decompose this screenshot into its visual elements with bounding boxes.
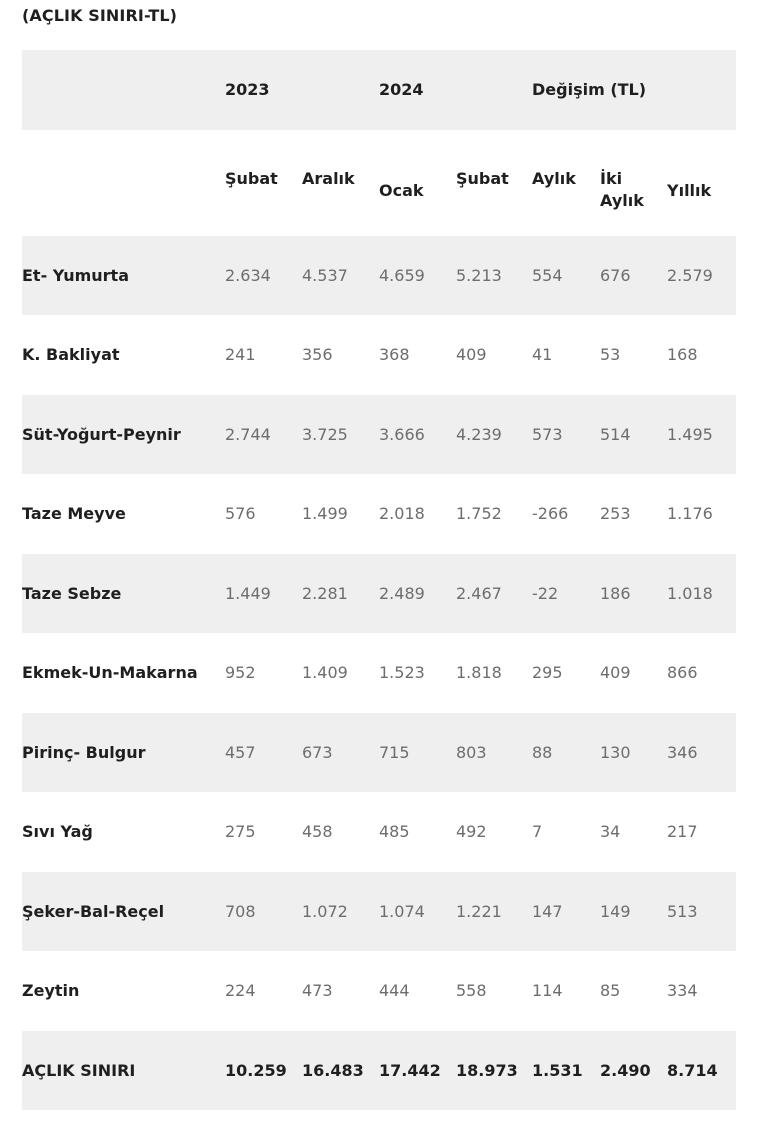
change-header-iki-aylik: İki Aylık bbox=[600, 168, 644, 210]
row-value: 1.449 bbox=[225, 583, 271, 603]
row-value: 1.752 bbox=[456, 504, 502, 524]
total-value: 18.973 bbox=[456, 1060, 518, 1080]
table-row bbox=[22, 713, 736, 793]
row-value: 1.495 bbox=[667, 424, 713, 444]
row-value: 3.725 bbox=[302, 424, 348, 444]
total-label: AÇLIK SINIRI bbox=[22, 1060, 136, 1080]
table-row bbox=[22, 315, 736, 395]
row-label: Ekmek-Un-Makarna bbox=[22, 663, 198, 683]
table-caption: (AÇLIK SINIRI-TL) bbox=[22, 6, 178, 25]
row-value: 573 bbox=[532, 424, 563, 444]
row-value: 1.818 bbox=[456, 663, 502, 683]
row-value: 4.537 bbox=[302, 265, 348, 285]
row-value: 5.213 bbox=[456, 265, 502, 285]
row-value: 676 bbox=[600, 265, 631, 285]
row-label: Pirinç- Bulgur bbox=[22, 742, 146, 762]
row-value: 7 bbox=[532, 822, 543, 842]
row-value: 444 bbox=[379, 981, 410, 1001]
row-value: 253 bbox=[600, 504, 631, 524]
row-label: Taze Meyve bbox=[22, 504, 126, 524]
row-value: 715 bbox=[379, 742, 410, 762]
row-value: 168 bbox=[667, 345, 698, 365]
total-value: 10.259 bbox=[225, 1060, 287, 1080]
row-value: 2.579 bbox=[667, 265, 713, 285]
row-value: 368 bbox=[379, 345, 410, 365]
table-row bbox=[22, 554, 736, 634]
month-header-aralik: Aralık bbox=[302, 168, 355, 188]
month-header-subat-2024: Şubat bbox=[456, 168, 509, 188]
row-label: Şeker-Bal-Reçel bbox=[22, 901, 165, 921]
total-value: 17.442 bbox=[379, 1060, 441, 1080]
table-row bbox=[22, 633, 736, 713]
row-value: 88 bbox=[532, 742, 553, 762]
row-value: 53 bbox=[600, 345, 621, 365]
row-value: 295 bbox=[532, 663, 563, 683]
table-row bbox=[22, 792, 736, 872]
total-row bbox=[22, 1031, 736, 1111]
row-value: 1.523 bbox=[379, 663, 425, 683]
table-row bbox=[22, 474, 736, 554]
total-value: 2.490 bbox=[600, 1060, 651, 1080]
row-value: 485 bbox=[379, 822, 410, 842]
row-label: Taze Sebze bbox=[22, 583, 122, 603]
row-value: 409 bbox=[456, 345, 487, 365]
row-value: 346 bbox=[667, 742, 698, 762]
row-value: 1.499 bbox=[302, 504, 348, 524]
row-value: 513 bbox=[667, 901, 698, 921]
row-value: 41 bbox=[532, 345, 553, 365]
row-value: 4.239 bbox=[456, 424, 502, 444]
hunger-line-table bbox=[22, 50, 736, 1110]
row-value: 2.744 bbox=[225, 424, 271, 444]
row-value: 866 bbox=[667, 663, 698, 683]
row-label: Sıvı Yağ bbox=[22, 822, 93, 842]
row-value: 409 bbox=[600, 663, 631, 683]
row-value: 458 bbox=[302, 822, 333, 842]
table-row bbox=[22, 872, 736, 952]
total-value: 8.714 bbox=[667, 1060, 718, 1080]
row-label: K. Bakliyat bbox=[22, 345, 120, 365]
row-value: 952 bbox=[225, 663, 256, 683]
table-row bbox=[22, 236, 736, 316]
row-label: Zeytin bbox=[22, 981, 80, 1001]
table-row bbox=[22, 395, 736, 475]
row-value: -266 bbox=[532, 504, 569, 524]
change-header: Değişim (TL) bbox=[532, 80, 647, 100]
row-value: 2.281 bbox=[302, 583, 348, 603]
row-value: 3.666 bbox=[379, 424, 425, 444]
total-value: 1.531 bbox=[532, 1060, 583, 1080]
row-value: 275 bbox=[225, 822, 256, 842]
row-value: 576 bbox=[225, 504, 256, 524]
row-value: 473 bbox=[302, 981, 333, 1001]
subheader-row bbox=[22, 130, 736, 236]
table-row bbox=[22, 951, 736, 1031]
row-value: 130 bbox=[600, 742, 631, 762]
month-header-ocak: Ocak bbox=[379, 180, 424, 200]
row-value: 334 bbox=[667, 981, 698, 1001]
row-value: 554 bbox=[532, 265, 563, 285]
row-label: Süt-Yoğurt-Peynir bbox=[22, 424, 181, 444]
row-value: 147 bbox=[532, 901, 563, 921]
row-value: 34 bbox=[600, 822, 621, 842]
row-value: 803 bbox=[456, 742, 487, 762]
row-value: 149 bbox=[600, 901, 631, 921]
row-value: 241 bbox=[225, 345, 256, 365]
row-value: 85 bbox=[600, 981, 621, 1001]
year-2024-header: 2024 bbox=[379, 80, 424, 100]
row-value: 217 bbox=[667, 822, 698, 842]
row-value: 492 bbox=[456, 822, 487, 842]
row-value: 356 bbox=[302, 345, 333, 365]
row-value: 4.659 bbox=[379, 265, 425, 285]
row-value: 2.018 bbox=[379, 504, 425, 524]
change-header-yillik: Yıllık bbox=[667, 180, 712, 200]
year-header-row bbox=[22, 50, 736, 130]
row-value: 114 bbox=[532, 981, 563, 1001]
row-value: 186 bbox=[600, 583, 631, 603]
row-value: 2.634 bbox=[225, 265, 271, 285]
row-value: 1.074 bbox=[379, 901, 425, 921]
row-value: 457 bbox=[225, 742, 256, 762]
row-value: 1.018 bbox=[667, 583, 713, 603]
year-2023-header: 2023 bbox=[225, 80, 270, 100]
row-value: -22 bbox=[532, 583, 559, 603]
row-value: 1.176 bbox=[667, 504, 713, 524]
change-header-aylik: Aylık bbox=[532, 168, 576, 188]
row-value: 514 bbox=[600, 424, 631, 444]
row-value: 1.409 bbox=[302, 663, 348, 683]
row-value: 708 bbox=[225, 901, 256, 921]
row-value: 1.072 bbox=[302, 901, 348, 921]
row-value: 673 bbox=[302, 742, 333, 762]
month-header-subat-2023: Şubat bbox=[225, 168, 278, 188]
row-label: Et- Yumurta bbox=[22, 265, 129, 285]
row-value: 2.467 bbox=[456, 583, 502, 603]
row-value: 224 bbox=[225, 981, 256, 1001]
row-value: 558 bbox=[456, 981, 487, 1001]
total-value: 16.483 bbox=[302, 1060, 364, 1080]
row-value: 1.221 bbox=[456, 901, 502, 921]
row-value: 2.489 bbox=[379, 583, 425, 603]
